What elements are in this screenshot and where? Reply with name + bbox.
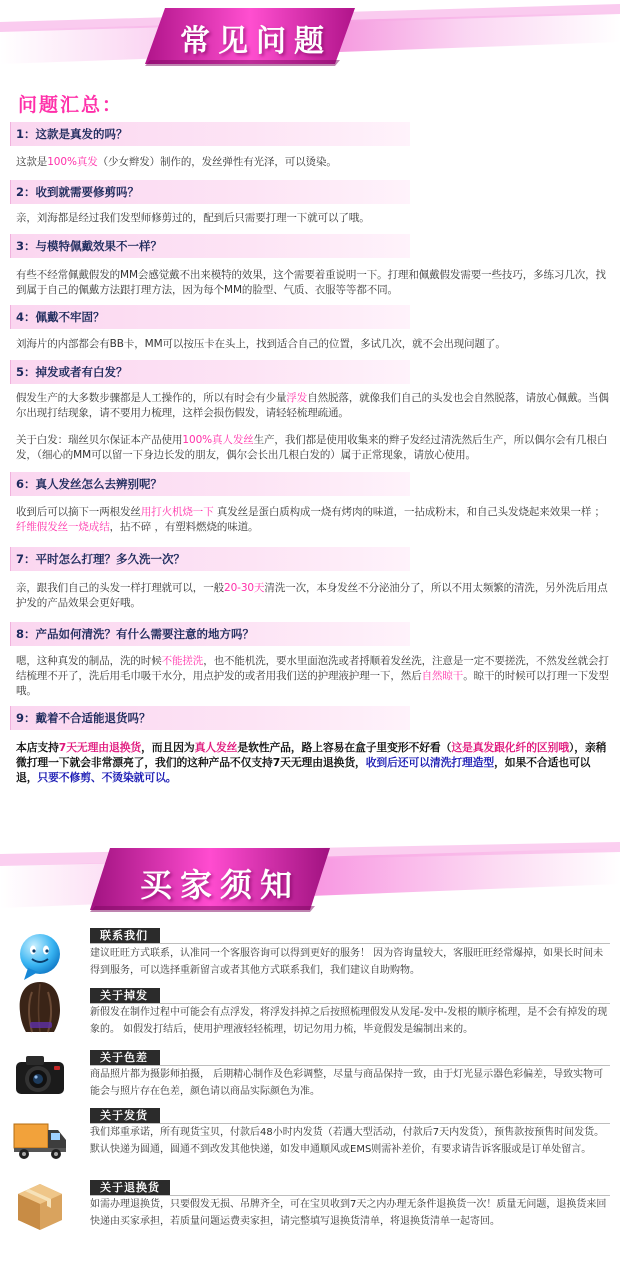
faq-banner <box>0 0 620 82</box>
faq-answer <box>16 391 610 421</box>
camera-icon <box>12 1046 68 1102</box>
highlight-text: 只要不修剪、不烫染就可以。 <box>37 771 177 784</box>
highlight-text: 不能搓洗 <box>161 655 204 667</box>
faq-question: 6：真人发丝怎么去辨别呢？ <box>16 477 163 491</box>
highlight-text: 真人发丝 <box>194 741 238 754</box>
wig-hair-icon <box>12 978 68 1034</box>
faq-question: 5：掉发或者有白发？ <box>16 365 128 379</box>
answer-text: ，而且因为 <box>141 741 195 754</box>
faq-heading: 问题汇总： <box>18 94 124 116</box>
notice-text: 如需办理退换货，只要假发无损、吊牌齐全，可在宝贝收到7天之内办理无条件退换货一次！质量无问题，退换货来回快递由买家承担，若质量问题运费卖家担，请完整填写退换货清单，将退换货清单一起寄回。 <box>90 1199 607 1227</box>
answer-text: 有些不经常佩戴假发的MM会感觉戴不出来模特的效果，这个需要着重说明一下。打理和佩戴假发需要一些技巧，多练习几次，找到属于自己的佩戴方法跟打理方法，因为每个MM的脸型、气质、衣服等等都不同。 <box>16 269 606 296</box>
faq-question: 1：这款是真发的吗？ <box>16 127 128 141</box>
notice-text: 我们郑重承诺，所有现货宝贝，付款后48小时内发货（若遇大型活动，付款后7天内发货），预售款按预售时间发货。默认快递为圆通，圆通不到改发其他快递，如发申通顺风或EMS则需补差价，有要求请告诉客服或是订单处留言。 <box>90 1127 605 1155</box>
answer-text: ，如果不合适也可以退， <box>16 756 591 784</box>
faq-answer <box>16 505 610 535</box>
highlight-text: 浮发 <box>286 392 308 404</box>
faq-answer <box>16 155 610 170</box>
faq-banner-title: 常见问题 <box>180 24 332 59</box>
answer-text: 亲，跟我们自己的头发一样打理就可以，一般 <box>16 582 224 594</box>
answer-text: 本店支持 <box>16 741 59 754</box>
faq-question: 9：戴着不合适能退货吗？ <box>16 711 151 725</box>
chat-bubble-icon <box>12 928 68 984</box>
answer-text: 嗯，这种真发的制品，洗的时候 <box>16 655 162 667</box>
answer-text: ），亲稍微打理一下就会非常漂亮了，我们的这种产品不仅支持7天无理由退换货， <box>16 741 607 769</box>
answer-text: ，也不能机洗，要水里面泡洗或者捋顺着发丝洗，注意是一定不要搓洗，不然发丝就会打结梳理不开了，洗后用毛巾吸干水分，用点护发的或者用我们送的护理液护理一下，然后 <box>16 655 609 682</box>
notice-divider <box>90 943 610 944</box>
answer-text: 生产，我们都是使用收集来的辫子发经过清洗然后生产，所以偶尔会有几根白发，（细心的MM可以留一下身边长发的朋友，偶尔会长出几根白发的）属于正常现象，请放心使用。 <box>16 434 608 461</box>
answer-text: （少女辫发）制作的，发丝弹性有光泽，可以烫染。 <box>97 156 337 168</box>
notice-label: 关于掉发 <box>90 988 160 1004</box>
notice-text: 建议旺旺方式联系，认准同一个客服咨询可以得到更好的服务！ 因为咨询量较大，客服旺旺经常爆掉，如果长时间未得到服务，可以选择重新留言或者其他方式联系我们，我们建议自助购物。 <box>90 948 604 976</box>
notice-text: 新假发在制作过程中可能会有点浮发，将浮发抖掉之后按照梳理假发从发尾-发中-发根的顺序梳理，是不会有掉发的现象的。 如假发打结后，使用护理液轻轻梳理，切记勿用力梳，毕竟假发是编制出来的。 <box>90 1007 608 1035</box>
highlight-text: 纤维假发丝一烧成结 <box>16 521 110 533</box>
buyer-banner-bg <box>0 840 620 922</box>
faq-question: 3：与模特佩戴效果不一样？ <box>16 239 163 253</box>
faq-answer <box>16 268 610 298</box>
answer-text: 关于白发：瑞丝贝尔保证本产品使用 <box>16 434 183 446</box>
answer-text: 是软性产品，路上容易在盒子里变形不好看（ <box>237 741 452 754</box>
highlight-text: 7天无理由退换货 <box>58 741 142 754</box>
highlight-text: 用打火机烧一下 <box>140 506 214 518</box>
highlight-text: 100%真人发丝 <box>182 434 254 446</box>
notice-label: 联系我们 <box>90 928 160 944</box>
notice-label: 关于退换货 <box>90 1180 170 1196</box>
faq-answer <box>16 581 610 611</box>
buyer-notice-banner <box>0 840 620 922</box>
answer-text: 这款是 <box>16 156 48 168</box>
answer-text: 亲，刘海都是经过我们发型师修剪过的，配到后只需要打理一下就可以了哦。 <box>16 212 370 224</box>
faq-answer <box>16 740 610 785</box>
highlight-text: 自然晾干 <box>421 670 464 682</box>
answer-text: 真发丝是蛋白质构成一烧有烤肉的味道，一拈成粉末，和自己头发烧起来效果一样 ； <box>213 506 605 518</box>
highlight-text: 20-30天 <box>224 582 265 594</box>
faq-question: 7：平时怎么打理？多久洗一次？ <box>16 552 185 566</box>
faq-answer <box>16 433 610 463</box>
buyer-banner-title: 买家须知 <box>140 866 301 904</box>
highlight-text: 100%真发 <box>47 156 98 168</box>
answer-text: ，拈不碎 ，有塑料燃烧的味道。 <box>109 521 259 533</box>
faq-answer <box>16 654 610 699</box>
faq-answer <box>16 211 610 226</box>
faq-answer <box>16 337 610 352</box>
highlight-text: 收到后还可以清洗打理造型 <box>365 756 495 769</box>
package-box-icon <box>12 1178 68 1234</box>
faq-question: 8：产品如何清洗？有什么需要注意的地方吗？ <box>16 627 254 641</box>
answer-text: 收到后可以摘下一两根发丝 <box>16 506 141 518</box>
faq-question: 4：佩戴不牢固？ <box>16 310 105 324</box>
faq-question: 2：收到就需要修剪吗？ <box>16 185 140 199</box>
notice-label: 关于发货 <box>90 1108 160 1124</box>
highlight-text: 这是真发跟化纤的区别哦 <box>451 741 569 754</box>
answer-text: 假发生产的大多数步骤都是人工操作的，所以有时会有少量 <box>16 392 287 404</box>
answer-text: 自然脱落，就像我们自己的头发也会自然脱落，请放心佩戴。当偶尔出现打结现象，请不要用力梳理，这样会损伤假发，请轻轻梳理疏通。 <box>16 392 609 419</box>
answer-text: 。晾干的时候可以打理一下发型哦。 <box>16 670 609 697</box>
answer-text: 刘海片的内部都会有BB卡，MM可以按压卡在头上，找到适合自己的位置，多试几次，就不会出现问题了。 <box>16 338 506 350</box>
delivery-truck-icon <box>12 1110 68 1166</box>
notice-label: 关于色差 <box>90 1050 160 1066</box>
notice-text: 商品照片都为摄影师拍摄， 后期精心制作及色彩调整，尽量与商品保持一致，由于灯光显示器色彩偏差，导致实物可能会与照片存在色差，颜色请以商品实际颜色为准。 <box>90 1069 604 1097</box>
answer-text: 清洗一次，本身发丝不分泌油分了，所以不用太频繁的清洗，另外洗后用点护发的产品效果会更好哦。 <box>16 582 608 609</box>
